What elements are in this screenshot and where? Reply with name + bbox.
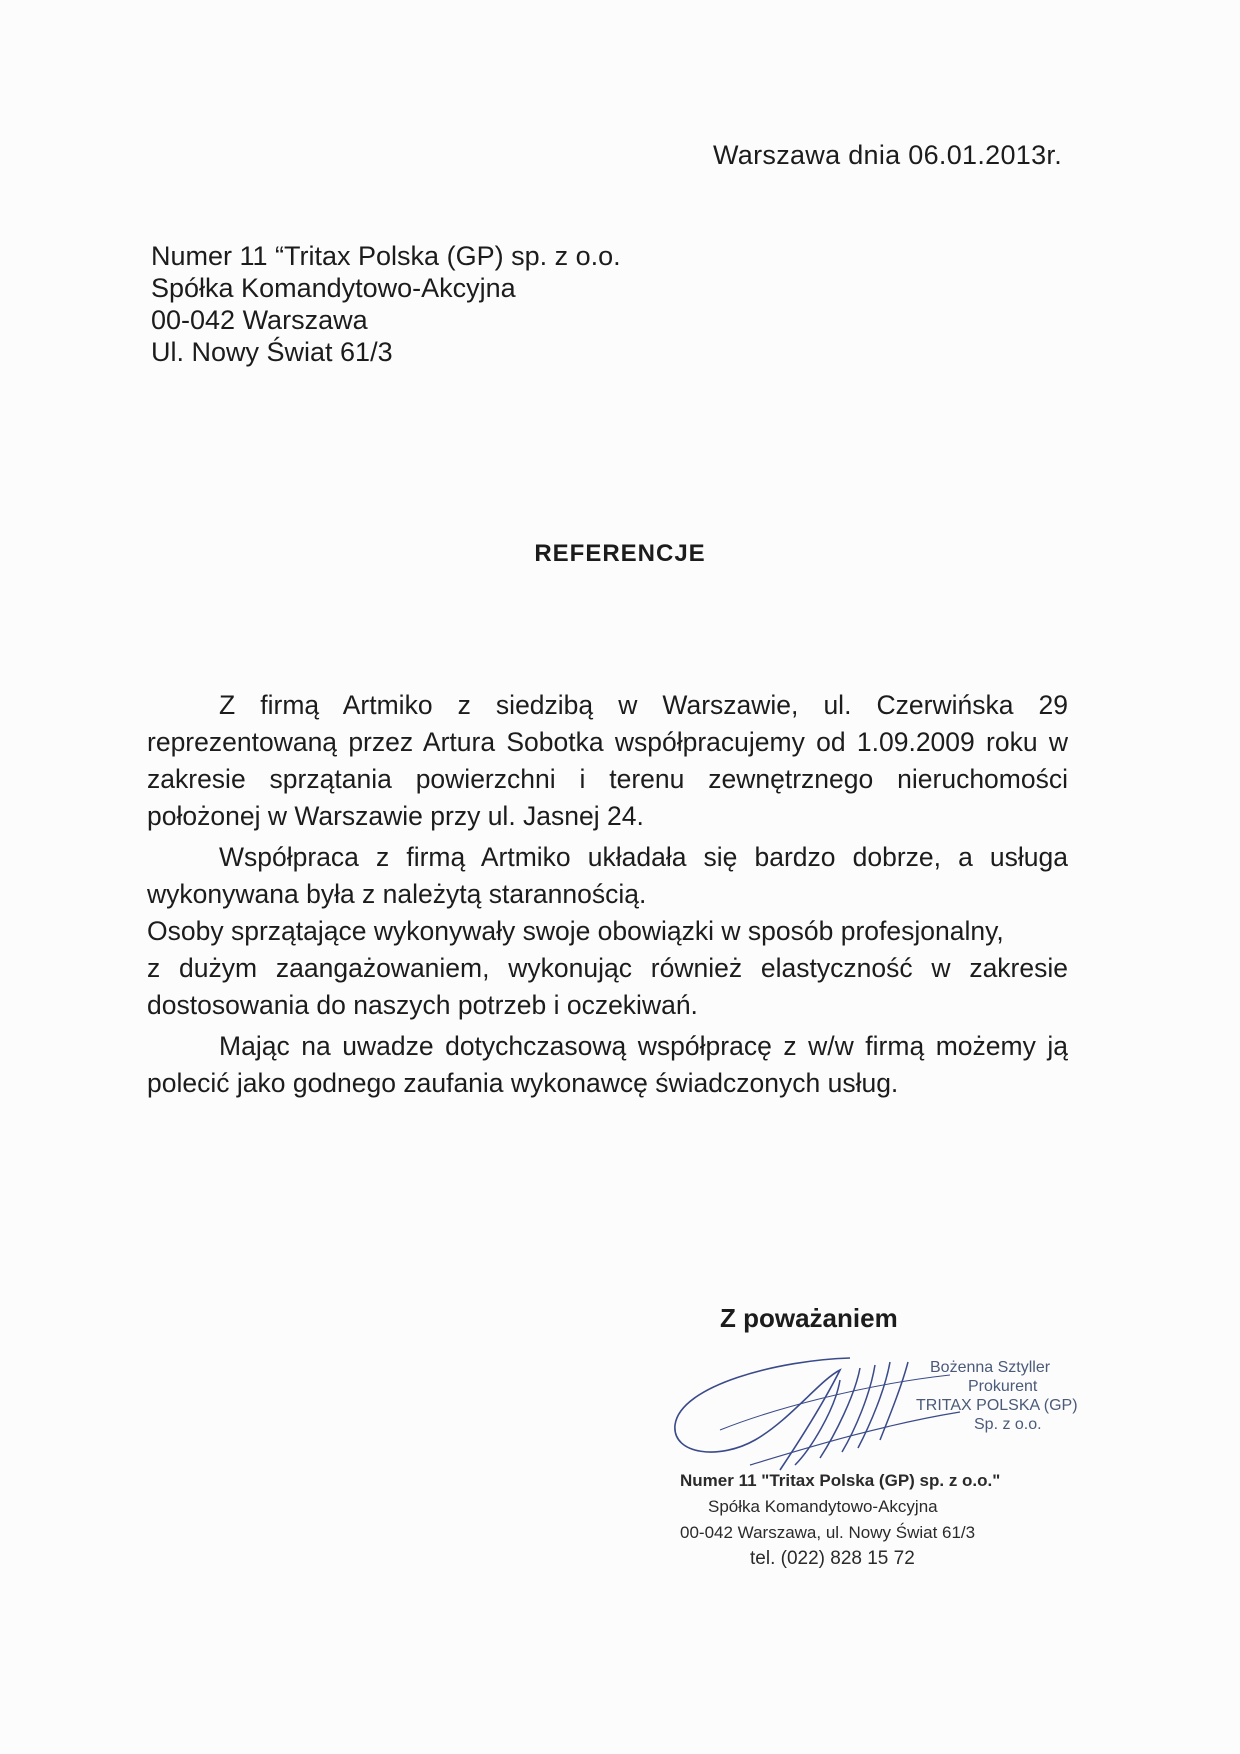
stamp-line: Numer 11 "Tritax Polska (GP) sp. z o.o."	[680, 1471, 1001, 1490]
stamp-line: 00-042 Warszawa, ul. Nowy Świat 61/3	[680, 1523, 976, 1542]
stamp-line: Spółka Komandytowo-Akcyjna	[708, 1497, 938, 1516]
letter-date: Warszawa dnia 06.01.2013r.	[713, 140, 1063, 170]
stamp-line: tel. (022) 828 15 72	[750, 1548, 915, 1569]
company-stamp	[680, 1468, 1000, 1572]
recipient-line: Spółka Komandytowo-Akcyjna	[151, 273, 516, 303]
body-paragraph: Mając na uwadze dotychczasową współpracę z w/w firmą możemy ją polecić jako godnego zaufania wykonawcę świadczonych usług.	[147, 1031, 1068, 1098]
body-paragraph: Współpraca z firmą Artmiko układała się bardzo dobrze, a usługa wykonywana była z należytą starannością.	[147, 842, 1068, 909]
stamp-line: Sp. z o.o.	[974, 1416, 1042, 1433]
body-paragraph: Z firmą Artmiko z siedzibą w Warszawie, ul. Czerwińska 29 reprezentowaną przez Artura Sobotka współpracujemy od 1.09.2009 roku w zakresie sprzątania powierzchni i terenu zewnętrznego nieruchomości położonej w Warszawie przy ul. Jasnej 24.	[147, 690, 1068, 831]
document-title: REFERENCJE	[534, 540, 706, 567]
stamp-line: TRITAX POLSKA (GP)	[916, 1397, 1078, 1414]
stamp-line: Bożenna Sztyller	[930, 1359, 1051, 1376]
body-paragraph: Osoby sprzątające wykonywały swoje obowiązki w sposób profesjonalny,	[147, 916, 1004, 946]
recipient-line: Ul. Nowy Świat 61/3	[151, 337, 393, 367]
recipient-address	[151, 240, 621, 368]
stamp-line: Prokurent	[968, 1378, 1038, 1395]
letter-body	[147, 687, 1068, 1102]
closing-salutation: Z poważaniem	[720, 1303, 898, 1333]
recipient-line: Numer 11 “Tritax Polska (GP) sp. z o.o.	[151, 241, 621, 271]
recipient-line: 00-042 Warszawa	[151, 305, 368, 335]
signatory-stamp	[916, 1358, 1078, 1434]
body-paragraph: z dużym zaangażowaniem, wykonując również elastyczność w zakresie dostosowania do naszych potrzeb i oczekiwań.	[147, 953, 1068, 1020]
